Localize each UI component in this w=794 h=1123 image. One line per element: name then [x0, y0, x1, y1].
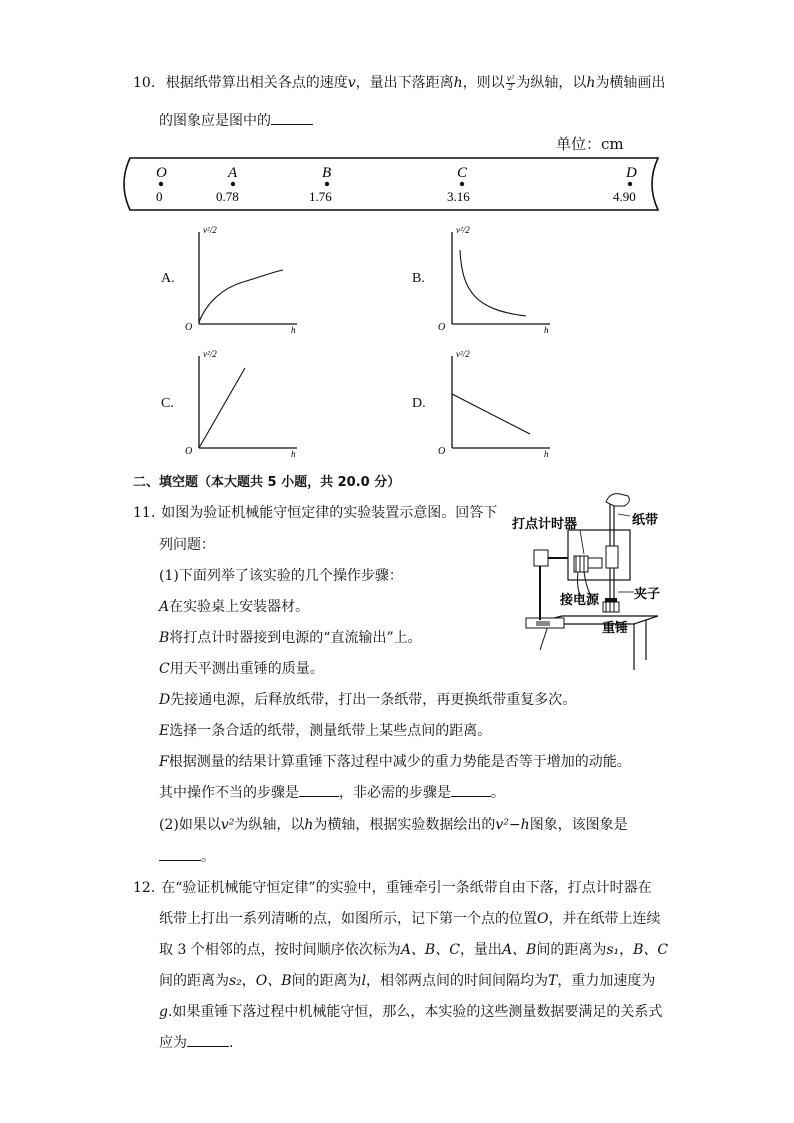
svg-text:h: h	[544, 449, 549, 458]
v2-over-2-fraction: $\frac{\text{v²}}{2}$	[506, 73, 515, 92]
svg-text:O: O	[438, 322, 446, 333]
answer-blank[interactable]	[271, 112, 313, 125]
option-b-label[interactable]: B.	[412, 271, 425, 286]
paper-tape-figure	[118, 156, 664, 212]
q12-line4: 间的距离为s₂，O、B间的距离为l，相邻两点间的时间间隔均为T，重力加速度为	[159, 973, 656, 989]
svg-text:v²/2: v²/2	[456, 349, 470, 359]
svg-text:v²/2: v²/2	[456, 225, 470, 235]
svg-text:3.16: 3.16	[447, 189, 470, 204]
apparatus-label-tape: 纸带	[632, 513, 659, 528]
q11-step-e: E选择一条合适的纸带，测量纸带上某些点间的距离。	[159, 723, 492, 739]
svg-text:O: O	[156, 165, 167, 181]
svg-text:B: B	[322, 165, 332, 181]
svg-text:h: h	[291, 325, 296, 334]
apparatus-label-clip: 夹子	[634, 587, 661, 602]
q12-line6: 应为 .	[159, 1035, 234, 1051]
option-a-label[interactable]: A.	[161, 271, 175, 286]
section-heading: 二、填空题（本大题共 5 小题，共 20.0 分）	[133, 475, 401, 490]
svg-text:0: 0	[156, 189, 163, 204]
svg-text:O: O	[438, 446, 446, 457]
q11-step-b: B将打点计时器接到电源的“直流输出”上。	[159, 630, 422, 646]
svg-text:4.90: 4.90	[613, 189, 636, 204]
svg-text:v²/2: v²/2	[203, 225, 217, 235]
answer-blank-improper-step[interactable]	[299, 784, 339, 797]
q11-line1: 11. 如图为验证机械能守恒定律的实验装置示意图。回答下	[133, 505, 498, 521]
svg-text:C: C	[457, 165, 468, 181]
unit-label: 单位：cm	[556, 135, 624, 153]
q11-line3: (1)下面列举了该实验的几个操作步骤：	[159, 568, 403, 584]
svg-text:0.78: 0.78	[216, 189, 239, 204]
q10-line2: 的图象应是图中的	[159, 112, 313, 130]
svg-text:1.76: 1.76	[309, 189, 332, 204]
answer-blank-relation[interactable]	[187, 1034, 229, 1047]
option-d-label[interactable]: D.	[412, 396, 426, 411]
graph-option-c[interactable]	[183, 346, 303, 458]
svg-text:v²/2: v²/2	[203, 349, 217, 359]
q11-line2: 列问题：	[159, 537, 215, 553]
apparatus-label-timer: 打点计时器	[512, 517, 578, 532]
apparatus-label-weight: 重锤	[602, 621, 629, 636]
apparatus-figure	[510, 490, 670, 672]
answer-blank-unnecessary-step[interactable]	[451, 784, 491, 797]
graph-option-d[interactable]	[436, 346, 556, 458]
q11-step-c: C用天平测出重锤的质量。	[159, 661, 324, 677]
graph-option-a[interactable]	[183, 222, 303, 334]
q12-line1: 12. 在“验证机械能守恒定律”的实验中，重锤牵引一条纸带自由下落，打点计时器在	[133, 880, 652, 896]
answer-blank-graph[interactable]	[159, 848, 201, 861]
q11-question1: 其中操作不当的步骤是 ，非必需的步骤是 。	[159, 785, 505, 801]
option-c-label[interactable]: C.	[161, 396, 174, 411]
q11-question2: (2)如果以v²为纵轴，以h为横轴，根据实验数据绘出的v²−h图象，该图象是	[159, 817, 628, 833]
q12-line2: 纸带上打出一系列清晰的点，如图所示，记下第一个点的位置O，并在纸带上连续	[159, 911, 661, 927]
apparatus-label-power: 接电源	[560, 593, 600, 608]
graph-option-b[interactable]	[436, 222, 556, 334]
svg-text:D: D	[626, 165, 637, 181]
q11-step-d: D先接通电源，后释放纸带，打出一条纸带，再更换纸带重复多次。	[159, 692, 577, 708]
svg-text:h: h	[291, 449, 296, 458]
svg-text:O: O	[185, 322, 193, 333]
svg-text:A: A	[228, 165, 238, 181]
q10-line1: 10. 根据纸带算出相关各点的速度v，量出下落距离h，则以 $\frac{\text{v²}}{2}$ 为纵轴，以h为横轴画出	[133, 73, 666, 92]
q12-line3: 取 3 个相邻的点，按时间顺序依次标为A、B、C，量出A、B间的距离为s₁，B、C	[159, 942, 669, 958]
q12-line5: g.如果重锤下落过程中机械能守恒，那么，本实验的这些测量数据要满足的关系式	[159, 1004, 663, 1020]
q10-number: 10.	[133, 75, 156, 91]
q11-step-a: A在实验桌上安装器材。	[159, 599, 310, 615]
q11-question2-answer: 。	[159, 848, 215, 866]
svg-text:h: h	[544, 325, 549, 334]
svg-text:O: O	[185, 446, 193, 457]
q11-step-f: F根据测量的结果计算重锤下落过程中减少的重力势能是否等于增加的动能。	[159, 754, 631, 770]
